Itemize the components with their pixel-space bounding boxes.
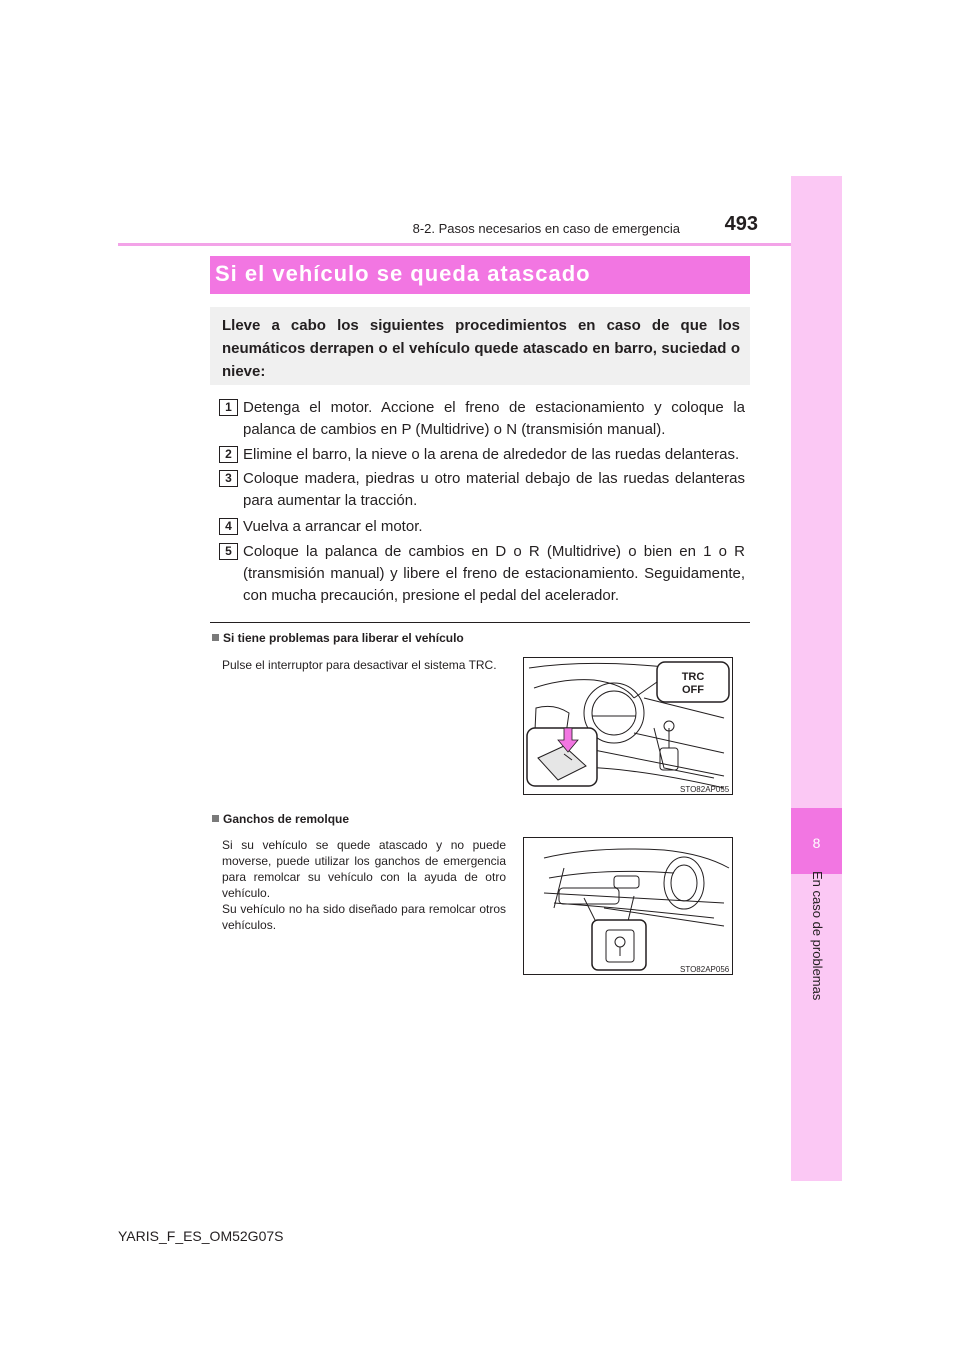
step-number: 5 — [219, 543, 238, 560]
subsection-text: Pulse el interruptor para desactivar el sistema TRC. — [222, 658, 497, 672]
trc-callout-line2: OFF — [682, 684, 704, 696]
step-text: Detenga el motor. Accione el freno de estacionamiento y coloque la palanca de cambios en P (Multidrive) o N (transmisión manual). — [243, 399, 745, 438]
step-text: Vuelva a arrancar el motor. — [243, 518, 423, 535]
page-number: 493 — [724, 213, 758, 235]
subsection-heading-text: Si tiene problemas para liberar el vehículo — [223, 631, 464, 645]
section-header: 8-2. Pasos necesarios en caso de emergencia — [412, 221, 680, 236]
step-text: Elimine el barro, la nieve o la arena de alrededor de las ruedas delanteras. — [243, 446, 740, 463]
document-code: YARIS_F_ES_OM52G07S — [118, 1228, 284, 1244]
step-number: 2 — [219, 446, 238, 463]
header-rule — [118, 243, 842, 246]
section-title: Si el vehículo se queda atascado — [215, 261, 591, 286]
step-number: 4 — [219, 518, 238, 535]
chapter-side-tab — [791, 176, 842, 1181]
underbody-drawing — [524, 838, 732, 974]
figure-code: STO82AP055 — [680, 785, 730, 794]
subsection-heading — [212, 812, 349, 826]
step-text: Coloque madera, piedras u otro material debajo de las ruedas delanteras para aumentar la tracción. — [243, 470, 745, 509]
step-number: 1 — [219, 399, 238, 416]
tow-hook-illustration — [523, 837, 733, 975]
square-bullet-icon — [212, 815, 219, 822]
subsection-text: Si su vehículo se quede atascado y no puede moverse, puede utilizar los ganchos de emergencia para remolcar su vehículo con la ayuda de otro vehículo. Su vehículo no ha sido diseñado para remolcar otros vehículos. — [222, 838, 506, 932]
chapter-number: 8 — [812, 835, 821, 851]
trc-off-switch-illustration — [523, 657, 733, 795]
step-text: Coloque la palanca de cambios en D o R (Multidrive) o bien en 1 o R (transmisión manual) y libere el freno de estacionamiento. Seguidamente, con mucha precaución, presione el pedal del acelerador. — [243, 543, 745, 604]
chapter-title: En caso de problemas — [810, 871, 825, 1001]
step-number: 3 — [219, 470, 238, 487]
subsection-heading — [212, 631, 464, 645]
dashboard-drawing — [524, 658, 732, 794]
figure-code: STO82AP056 — [680, 965, 730, 974]
subsection-heading-text: Ganchos de remolque — [223, 812, 350, 826]
intro-text: Lleve a cabo los siguientes procedimientos en caso de que los neumáticos derrapen o el vehículo quede atascado en barro, suciedad o nieve: — [222, 317, 740, 380]
trc-callout-line1: TRC — [681, 671, 705, 683]
square-bullet-icon — [212, 634, 219, 641]
section-divider — [210, 622, 750, 623]
